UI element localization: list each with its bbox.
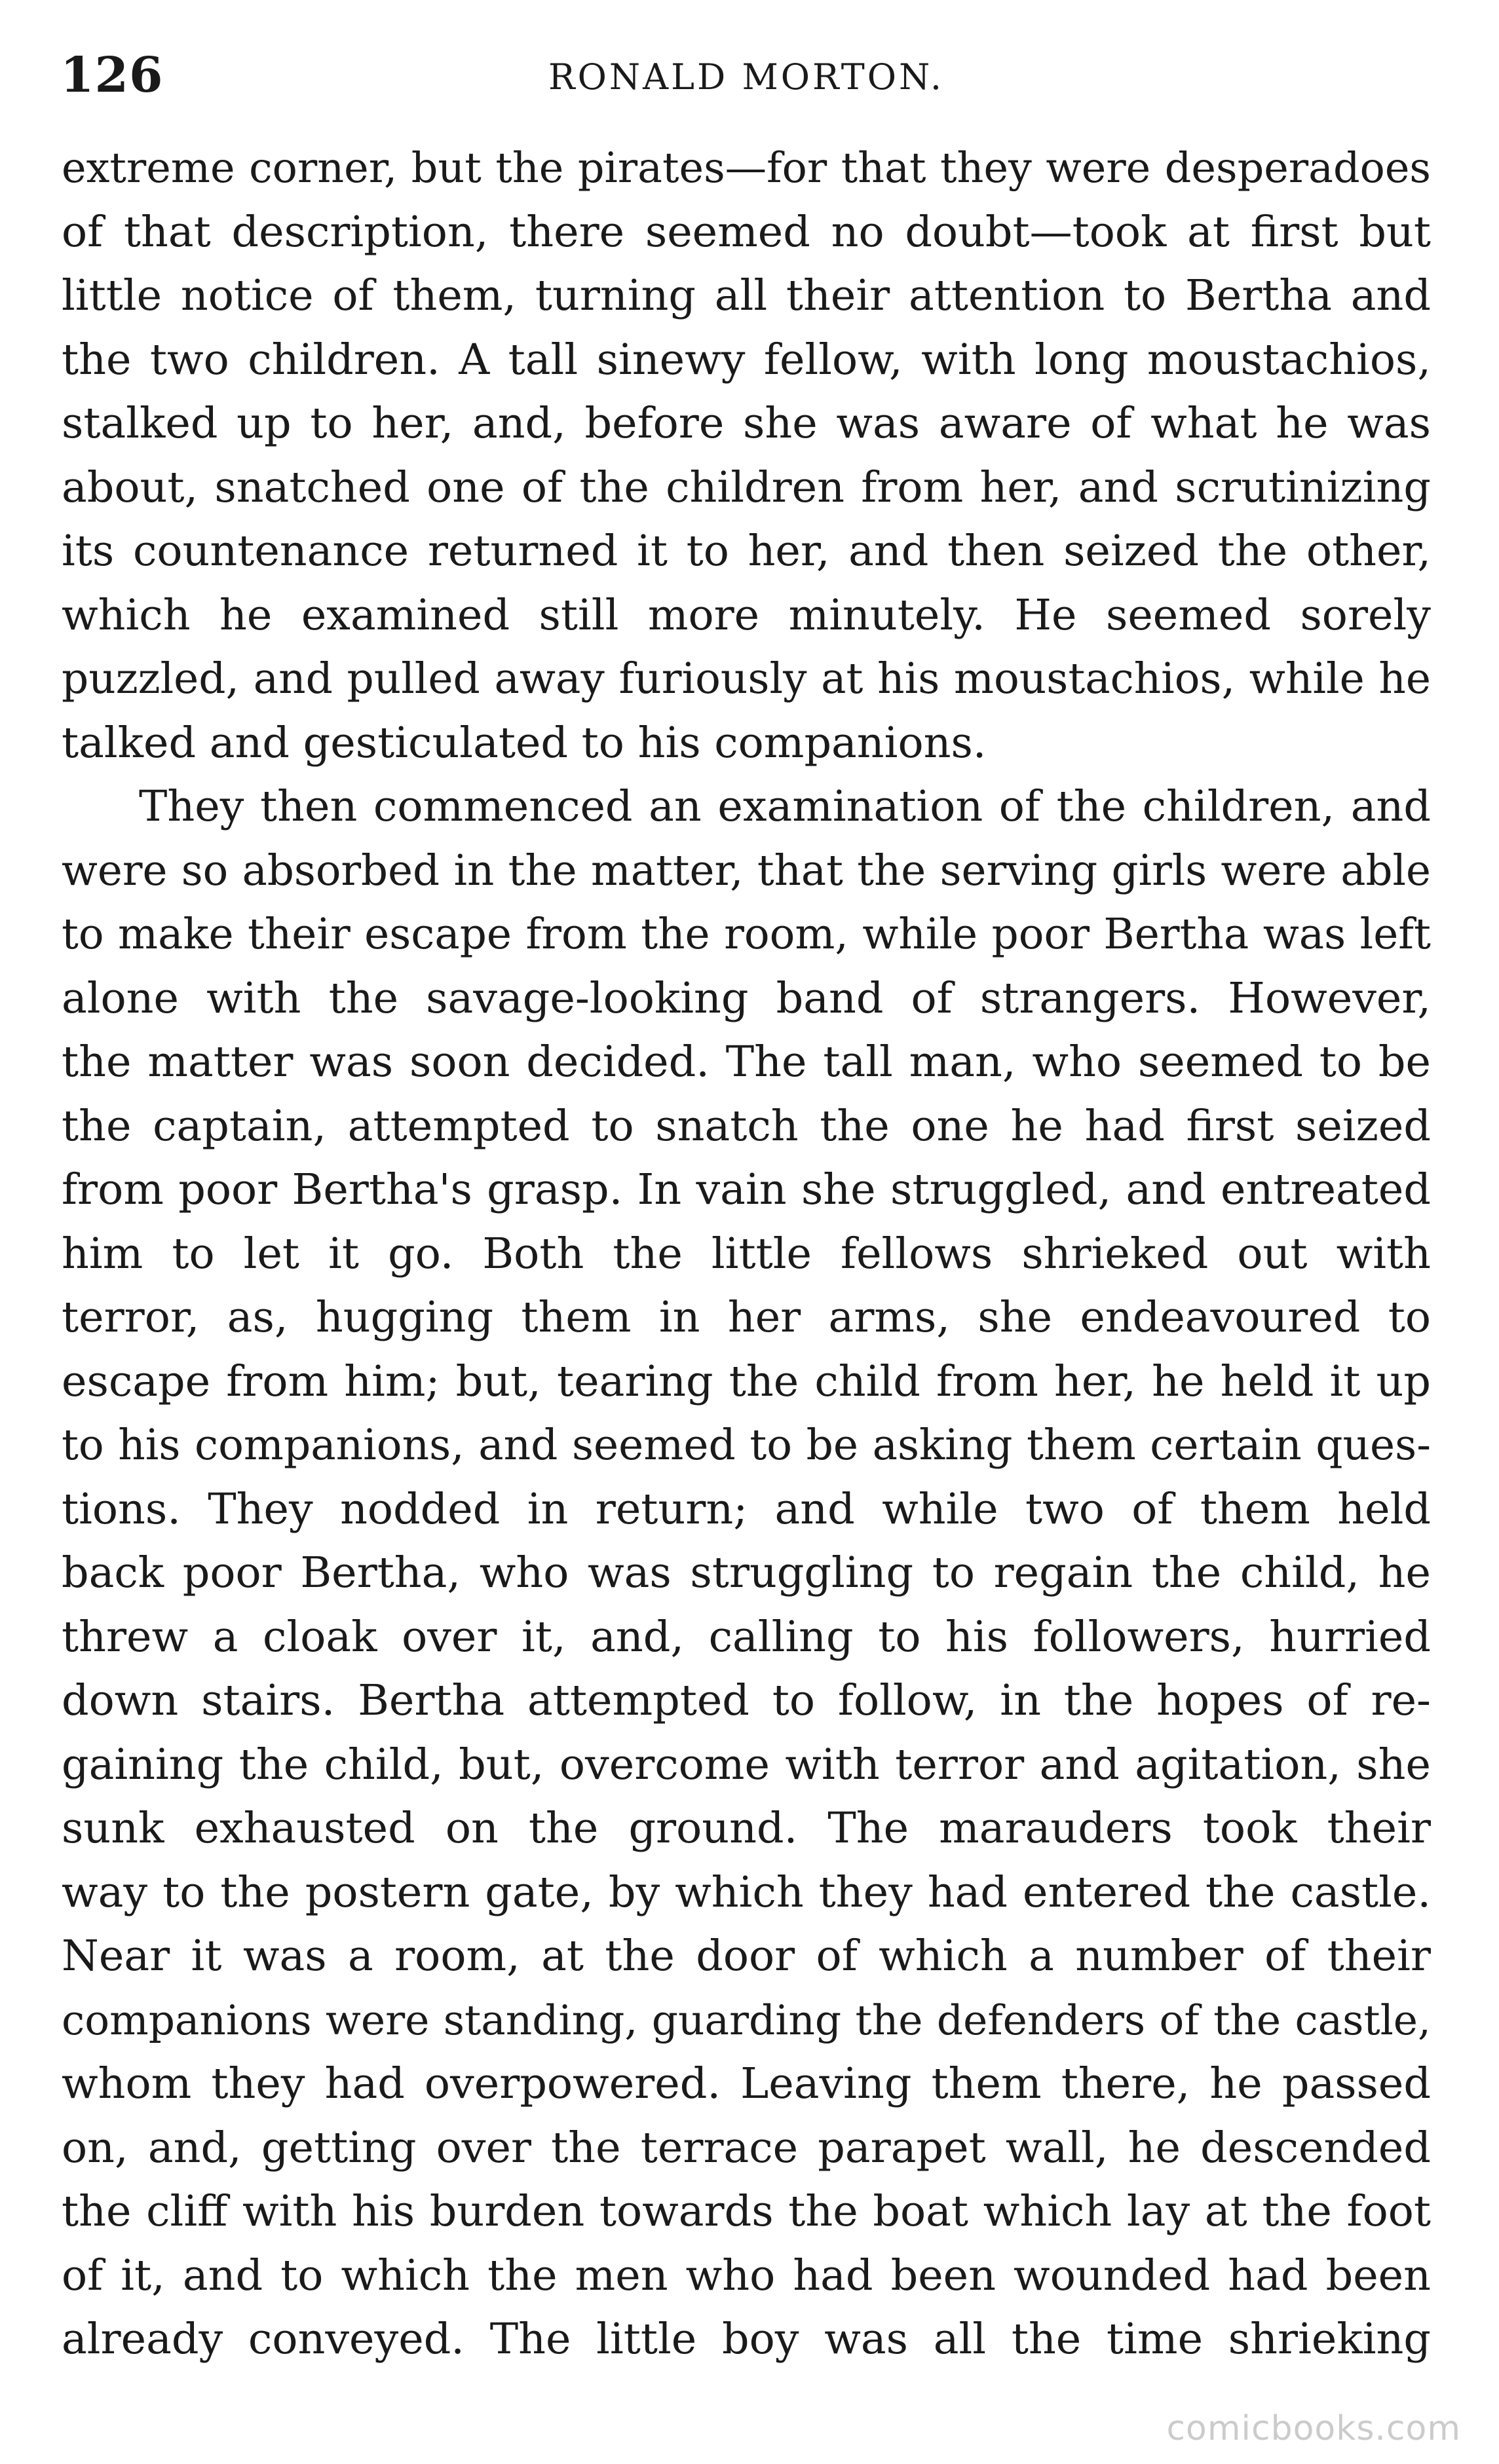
text-line: down stairs. Bertha attempted to follow, in the hopes of re- — [62, 1676, 1431, 1725]
text-line: of that description, there seemed no doubt—took at first but — [62, 207, 1431, 257]
text-line: to his companions, and seemed to be asking them certain ques- — [62, 1421, 1431, 1470]
text-line: puzzled, and pulled away furiously at his moustachios, while he — [62, 654, 1431, 703]
text-line: of it, and to which the men who had been wounded had been — [62, 2250, 1431, 2300]
paragraph-2 — [62, 775, 1431, 2372]
text-line: escape from him; but, tearing the child from her, he held it up — [62, 1356, 1431, 1406]
text-line: from poor Bertha's grasp. In vain she struggled, and entreated — [62, 1165, 1431, 1214]
text-line: terror, as, hugging them in her arms, she endeavoured to — [62, 1293, 1431, 1342]
text-line: Near it was a room, at the door of which a number of their — [62, 1932, 1431, 1981]
text-line: its countenance returned it to her, and then seized the other, — [62, 527, 1431, 576]
running-title: RONALD MORTON. — [548, 56, 944, 98]
text-line: little notice of them, turning all their attention to Bertha and — [62, 271, 1431, 320]
text-line: alone with the savage-looking band of strangers. However, — [62, 973, 1431, 1023]
text-line: whom they had overpowered. Leaving them there, he passed — [62, 2059, 1431, 2108]
text-line: They then commenced an examination of the children, and — [139, 782, 1431, 831]
text-line: which he examined still more minutely. He seemed sorely — [62, 590, 1431, 640]
text-line: companions were standing, guarding the defenders of the castle, — [62, 1996, 1431, 2044]
text-line: extreme corner, but the pirates—for that they were desperadoes — [62, 143, 1431, 192]
text-line: stalked up to her, and, before she was aware of what he was — [62, 399, 1431, 448]
text-line: the captain, attempted to snatch the one he had first seized — [62, 1101, 1431, 1151]
text-line: the two children. A tall sinewy fellow, with long moustachios, — [62, 335, 1431, 384]
paragraph-1 — [62, 136, 1431, 775]
text-line: were so absorbed in the matter, that the serving girls were able — [62, 846, 1431, 895]
text-line: talked and gesticulated to his companions. — [62, 718, 987, 768]
watermark: comicbooks.com — [1166, 2409, 1461, 2448]
text-line: to make their escape from the room, while poor Bertha was left — [62, 910, 1431, 959]
text-line: him to let it go. Both the little fellows shrieked out with — [62, 1229, 1431, 1279]
text-line: way to the postern gate, by which they had entered the castle. — [62, 1867, 1431, 1917]
text-line: about, snatched one of the children from her, and scrutinizing — [62, 462, 1431, 512]
text-line: sunk exhausted on the ground. The marauders took their — [62, 1804, 1431, 1853]
text-line: threw a cloak over it, and, calling to his followers, hurried — [62, 1612, 1431, 1662]
text-line: gaining the child, but, overcome with terror and agitation, she — [62, 1740, 1431, 1789]
text-line: the cliff with his burden towards the boat which lay at the foot — [62, 2187, 1431, 2236]
page-header — [60, 47, 1432, 106]
text-line: already conveyed. The little boy was all the time shrieking — [62, 2315, 1431, 2364]
page-number: 126 — [60, 47, 164, 103]
text-line: on, and, getting over the terrace parapet wall, he descended — [62, 2123, 1431, 2173]
text-line: back poor Bertha, who was struggling to regain the child, he — [62, 1548, 1431, 1597]
text-line: tions. They nodded in return; and while two of them held — [62, 1484, 1431, 1534]
text-line: the matter was soon decided. The tall man, who seemed to be — [62, 1037, 1431, 1087]
body-text — [62, 136, 1431, 2372]
